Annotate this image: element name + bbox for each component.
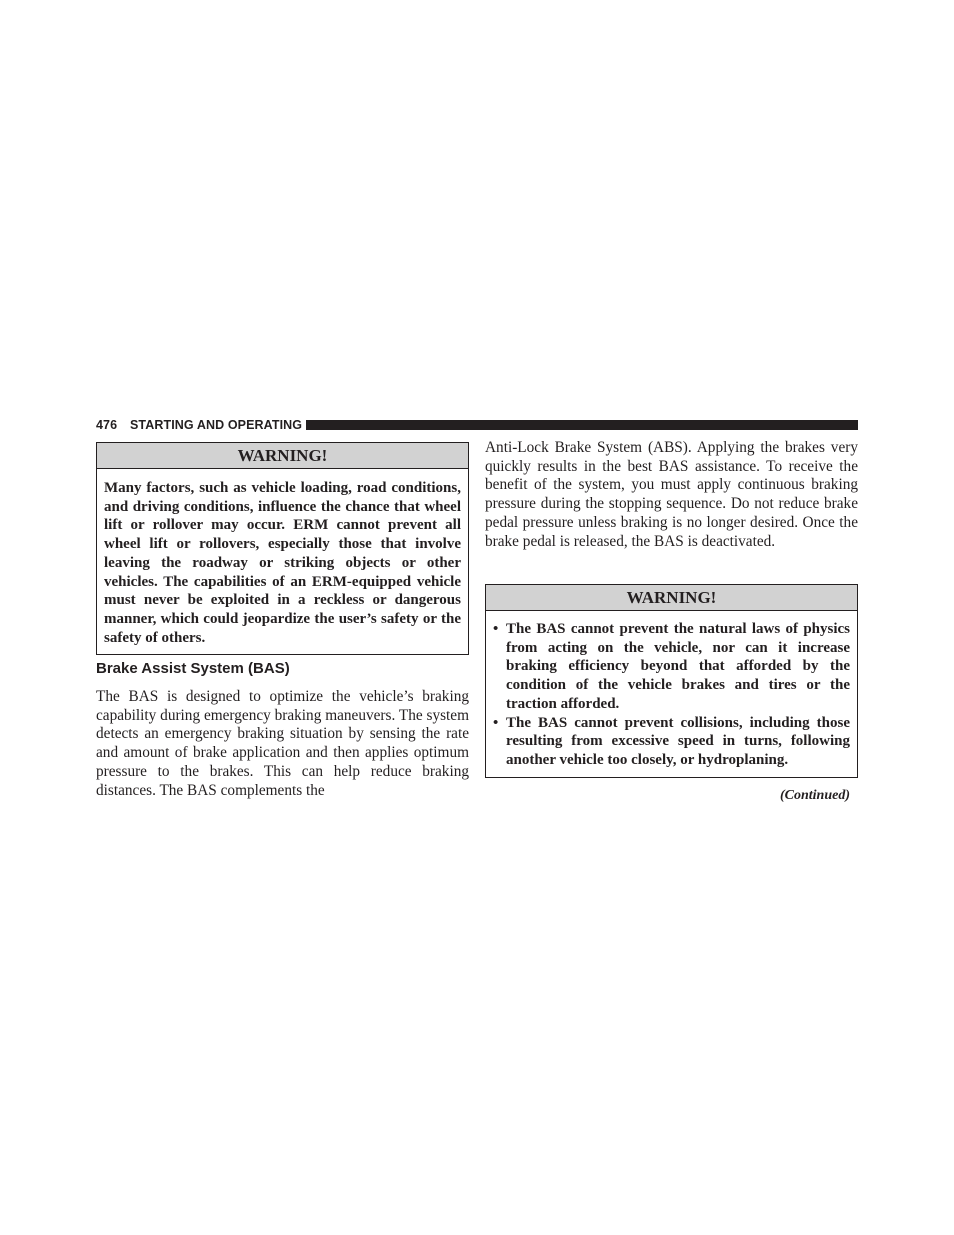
bullet-icon: • <box>493 621 499 637</box>
warning-box-erm <box>96 442 469 655</box>
warning-box-bas <box>485 584 858 778</box>
section-title: STARTING AND OPERATING <box>130 418 303 432</box>
continued-label: (Continued) <box>779 788 850 803</box>
warning-bullet-item <box>493 620 850 714</box>
page-header <box>96 417 858 433</box>
warning-text: Many factors, such as vehicle loading, road conditions, and driving conditions, influence the chance that wheel lift or rollover may occur. ERM cannot prevent all wheel lift or rollovers, especially those that involve leaving the roadway or striking objects or other vehicles. The capabilities of an ERM-equipped vehicle must never be exploited in a reckless or dangerous manner, which could jeopardize the user’s safety or the safety of others. <box>104 480 461 646</box>
warning-title: WARNING! <box>97 443 468 469</box>
bullet-text: The BAS cannot prevent collisions, including those resulting from excessive speed in turns, following another vehicle too closely, or hydroplaning. <box>506 714 850 768</box>
section-heading-bas: Brake Assist System (BAS) <box>96 660 290 677</box>
bullet-text: The BAS cannot prevent the natural laws of physics from acting on the vehicle, nor can it increase braking efficiency beyond that afforded by the condition of the vehicle brakes and tires or the traction afforded. <box>506 621 850 712</box>
bullet-icon: • <box>493 714 499 731</box>
bas-paragraph-left: The BAS is designed to optimize the vehicle’s braking capability during emergency braking maneuvers. The system detects an emergency braking situation by sensing the rate and amount of brake application and then applies optimum pressure to the brakes. This can help reduce braking distances. The BAS complements the <box>96 688 469 799</box>
bas-paragraph-right: Anti-Lock Brake System (ABS). Applying the brakes very quickly results in the best BAS assistance. To receive the benefit of the system, you must apply continuous braking pressure during the stopping sequence. Do not reduce brake pedal pressure unless braking is no longer desired. Once the brake pedal is released, the BAS is deactivated. <box>485 439 858 550</box>
warning-bullet-item <box>493 714 850 770</box>
header-rule <box>306 420 858 430</box>
warning-title: WARNING! <box>486 585 857 611</box>
page-number: 476 <box>96 418 118 432</box>
warning-bullet-list <box>486 611 857 770</box>
